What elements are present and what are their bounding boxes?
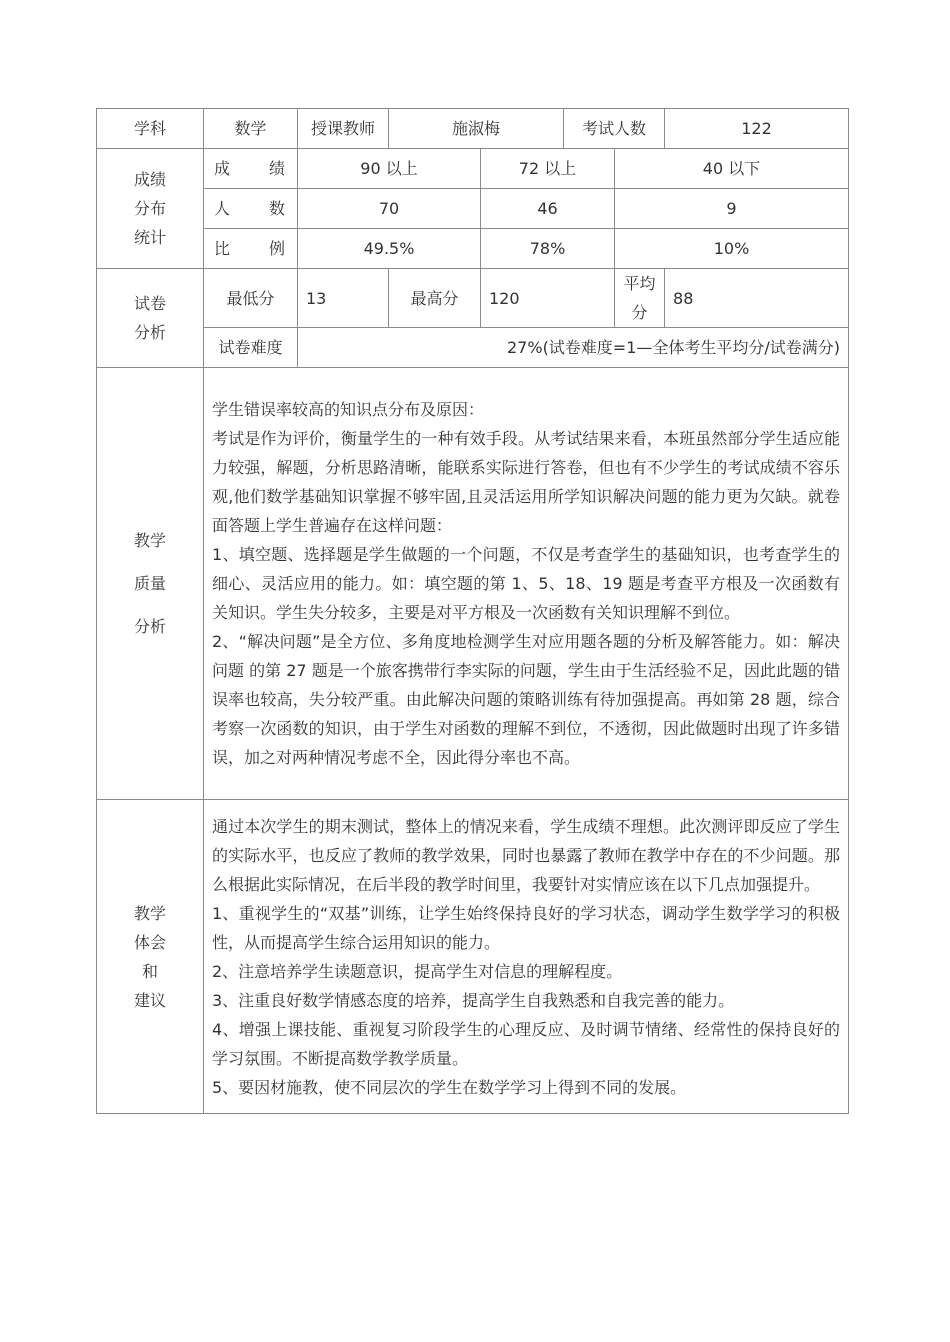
ratio-col-2: 78% xyxy=(481,229,615,269)
distribution-section-label: 成绩 分布 统计 xyxy=(97,149,204,269)
suggestion-paragraph: 4、增强上课技能、重视复习阶段学生的心理反应、及时调节情绪、经常性的保持良好的学习氛围。不断提高数学教学质量。 xyxy=(212,1019,841,1068)
quality-paragraph: 考试是作为评价，衡量学生的一种有效手段。从考试结果来看，本班虽然部分学生适应能力较强，解题，分析思路清晰，能联系实际进行答卷，但也有不少学生的考试成绩不容乐观,他们数学基础知识掌握不够牢固,且灵活运用所学知识解决问题的能力更为欠缺。就卷面答题上学生普遍存在这样问题： xyxy=(212,429,841,535)
difficulty-row xyxy=(97,328,849,368)
ratio-col-3: 10% xyxy=(615,229,849,269)
subject-label: 学科 xyxy=(97,109,204,149)
score-col-3: 40 以下 xyxy=(615,149,849,189)
people-label: 人 数 xyxy=(204,189,298,229)
teacher-label: 授课教师 xyxy=(298,109,389,149)
quality-paragraph: 学生错误率较高的知识点分布及原因： xyxy=(212,400,485,419)
avg-score-label: 平均分 xyxy=(615,269,665,328)
difficulty-value: 27%(试卷难度=1—全体考生平均分/试卷满分) xyxy=(298,328,849,368)
score-row xyxy=(97,149,849,189)
avg-score-value: 88 xyxy=(665,269,849,328)
header-row xyxy=(97,109,849,149)
suggestions-section-label: 教学 体会 和 建议 xyxy=(97,800,204,1114)
suggestion-paragraph: 5、要因材施教，使不同层次的学生在数学学习上得到不同的发展。 xyxy=(212,1077,687,1097)
ratio-row xyxy=(97,229,849,269)
min-score-label: 最低分 xyxy=(204,269,298,328)
teacher-value: 施淑梅 xyxy=(389,109,564,149)
subject-value: 数学 xyxy=(204,109,298,149)
max-score-label: 最高分 xyxy=(389,269,481,328)
quality-paragraph: 1、填空题、选择题是学生做题的一个问题，不仅是考查学生的基础知识，也考查学生的细心、灵活应用的能力。如：填空题的第 1、5、18、19 题是考查平方根及一次函数有关知识。学生失分较多，主要是对平方根及一次函数有关知识理解不到位。 xyxy=(212,545,841,622)
paper-section-label: 试卷 分析 xyxy=(97,269,204,368)
score-col-2: 72 以上 xyxy=(481,149,615,189)
difficulty-label: 试卷难度 xyxy=(204,328,298,368)
quality-section-label: 教学 质量 分析 xyxy=(97,368,204,800)
people-col-1: 70 xyxy=(298,189,481,229)
suggestion-paragraph: 1、重视学生的“双基”训练，让学生始终保持良好的学习状态，调动学生数学学习的积极性，从而提高学生综合运用知识的能力。 xyxy=(212,903,841,952)
suggestion-paragraph: 3、注重良好数学情感态度的培养，提高学生自我熟悉和自我完善的能力。 xyxy=(212,990,735,1010)
suggestion-paragraph: 通过本次学生的期末测试，整体上的情况来看，学生成绩不理想。此次测评即反应了学生的实际水平，也反应了教师的教学效果，同时也暴露了教师在教学中存在的不少问题。那么根据此实际情况，在后半段的教学时间里，我要针对实情应该在以下几点加强提升。 xyxy=(212,816,841,894)
ratio-label: 比 例 xyxy=(204,229,298,269)
paper-scores-row xyxy=(97,269,849,328)
ratio-col-1: 49.5% xyxy=(298,229,481,269)
suggestion-paragraph: 2、注意培养学生读题意识，提高学生对信息的理解程度。 xyxy=(212,961,623,981)
exam-analysis-table xyxy=(96,108,849,1114)
suggestions-text xyxy=(204,800,849,1114)
score-label: 成 绩 xyxy=(204,149,298,189)
count-value: 122 xyxy=(665,109,849,149)
count-label: 考试人数 xyxy=(564,109,665,149)
score-col-1: 90 以上 xyxy=(298,149,481,189)
min-score-value: 13 xyxy=(298,269,389,328)
suggestions-row xyxy=(97,800,849,1114)
quality-row xyxy=(97,368,849,800)
people-col-2: 46 xyxy=(481,189,615,229)
quality-analysis-text xyxy=(204,368,849,800)
people-row xyxy=(97,189,849,229)
people-col-3: 9 xyxy=(615,189,849,229)
quality-paragraph: 2、“解决问题”是全方位、多角度地检测学生对应用题各题的分析及解答能力。如：解决问题 的第 27 题是一个旅客携带行李实际的问题，学生由于生活经验不足，因此此题的错误率也较高，失分较严重。由此解决问题的策略训练有待加强提高。再如第 28 题，综合考察一次函数的知识，由于学生对函数的理解不到位，不透彻，因此做题时出现了许多错误，加之对两种情况考虑不全，因此得分率也不高。 xyxy=(212,632,841,767)
max-score-value: 120 xyxy=(481,269,615,328)
